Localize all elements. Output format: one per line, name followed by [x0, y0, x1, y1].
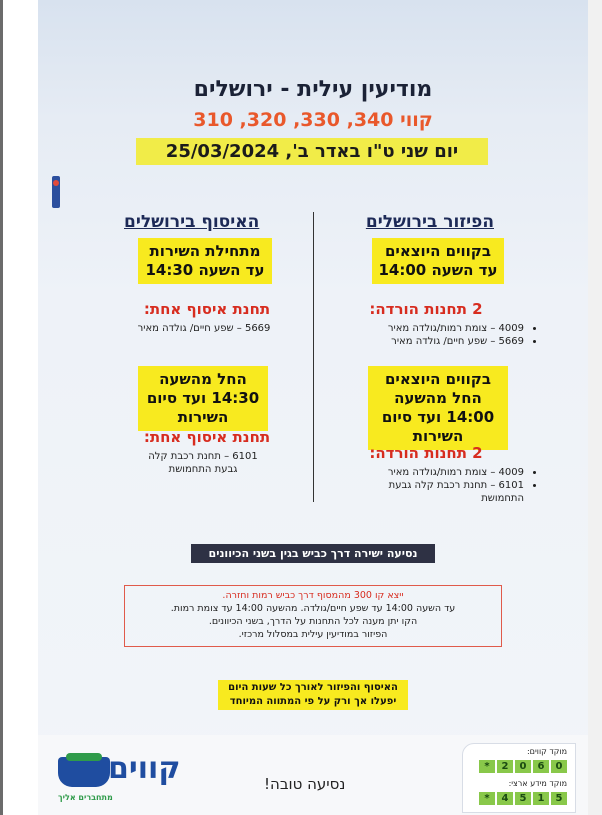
dispersal-stops-list-1 [346, 322, 536, 348]
line-300-notice: ייצא קו 300 מהמסוף דרך כביש רמות וחזרה. עד השעה 14:00 עד שפע חיים/גולדה. מהשעה 14:00 עד צומת רמות. הקו יתן מענה לכל התחנות על הדרך, בשני הכיוונים. הפיזור במודיעין עילית במסלול מרכזי. [124, 585, 502, 647]
pickup-stop-title-2: תחנת איסוף אחת: [143, 428, 271, 446]
kavim-logo: קווים מתחברים אליך [58, 751, 181, 802]
farewell-text: נסיעה טובה! [264, 775, 346, 793]
list-item: • 4009 – צומת רמות/גולדה מאיר [346, 466, 524, 479]
side-logo-icon [52, 176, 60, 208]
dispersal-box-until-1400: בקווים היוצאים עד השעה 14:00 [372, 238, 504, 284]
direct-route-banner: נסיעה ישירה דרך כביש בגין בשני הכיוונים [191, 544, 435, 563]
dispersal-heading: הפיזור בירושלים [365, 212, 494, 232]
bus-lines: קווי 340, 330, 320, 310 [193, 109, 433, 131]
dispersal-stops-title-2: 2 תחנות הורדה: [369, 444, 483, 462]
pickup-heading: האיסוף בירושלים [124, 212, 260, 232]
footer [38, 735, 588, 815]
pickup-stop-title-1: תחנת איסוף אחת: [143, 300, 271, 318]
list-item: • 5669 – שפע חיים/ גולדה מאיר [346, 335, 524, 348]
phone1-label: מוקד קווים: [526, 747, 567, 756]
pickup-stop-1: 5669 – שפע חיים/ גולדה מאיר [137, 323, 271, 334]
logo-mark-icon [58, 757, 110, 787]
list-item: • 4009 – צומת רמות/גולדה מאיר [346, 322, 524, 335]
phone1-number: * 2 0 6 0 [477, 760, 567, 773]
pickup-box-from-1430: החל מהשעה 14:30 ועד סיום השירות [138, 366, 268, 431]
list-item: • 6101 – תחנת רכבת קלה גבעת התחמושת [346, 479, 524, 505]
date-banner: יום שני ט"ו באדר ב', 25/03/2024 [136, 138, 488, 165]
pickup-box-until-1430: מתחילת השירות עד השעה 14:30 [138, 238, 272, 284]
dispersal-box-from-1400: בקווים היוצאים החל מהשעה 14:00 ועד סיום השירות [368, 366, 508, 450]
phone2-label: מוקד מידע ארצי: [508, 779, 567, 788]
pickup-stop-2: 6101 – תחנת רכבת קלה גבעת התחמושת [148, 451, 258, 475]
all-day-notice: האיסוף והפיזור לאורך כל שעות היום יפעלו אך ורק על פי המתווה המיוחד [218, 680, 408, 710]
phone-box [462, 743, 576, 813]
dispersal-stops-title-1: 2 תחנות הורדה: [369, 300, 483, 318]
phone2-number: * 4 5 1 5 [477, 792, 567, 805]
viewer-left-edge [0, 0, 3, 815]
page-title: מודיעין עילית - ירושלים [193, 77, 433, 102]
notice-page [38, 0, 588, 815]
dispersal-stops-list-2 [346, 466, 536, 505]
column-divider [313, 212, 314, 502]
